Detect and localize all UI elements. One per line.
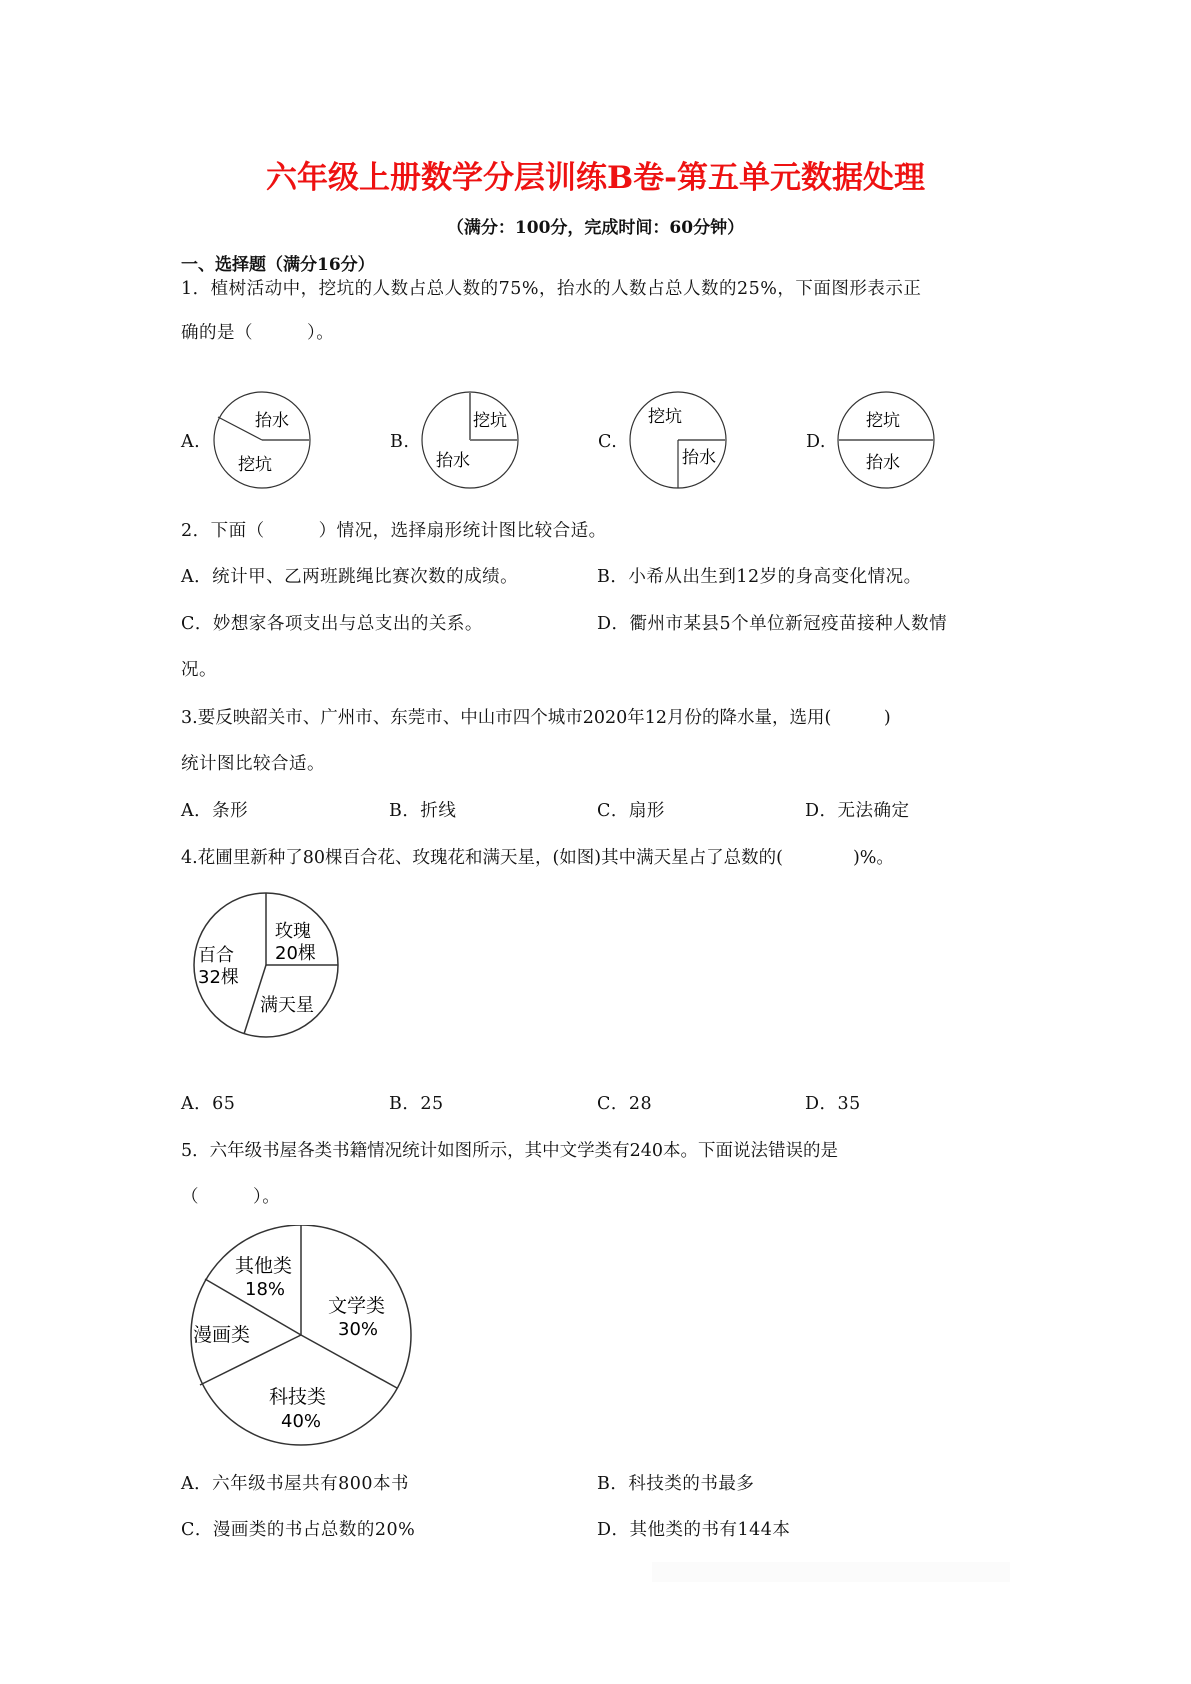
q1-option-a-pie (210, 390, 314, 490)
q1-option-c-pie (626, 390, 730, 490)
section-heading: 一、选择题（满分16分） (181, 255, 375, 275)
question-2-line-1: 2．下面（ ）情况，选择扇形统计图比较合适。 (181, 521, 607, 541)
q4-option-b: B．25 (389, 1094, 444, 1114)
q5-other-label: 其他类 (235, 1255, 293, 1277)
question-1-line-1: 1．植树活动中，挖坑的人数占总人数的75%，抬水的人数占总人数的25%，下面图形表示正 (181, 279, 922, 299)
q4-option-a: A．65 (181, 1094, 236, 1114)
q1-option-a-label: A. (181, 432, 201, 452)
question-3-line-1: 3.要反映韶关市、广州市、东莞市、中山市四个城市2020年12月份的降水量，选用( ) (181, 708, 891, 728)
q5-sci-label: 科技类 (269, 1386, 327, 1408)
question-5-line-1: 5．六年级书屋各类书籍情况统计如图所示，其中文学类有240本。下面说法错误的是 (181, 1141, 839, 1161)
q2-option-c: C．妙想家各项支出与总支出的关系。 (181, 614, 483, 634)
q1-c-slice-2: 抬水 (682, 448, 716, 468)
q5-comic-label: 漫画类 (193, 1324, 251, 1346)
q1-option-b-pie (418, 390, 522, 490)
q1-d-slice-2: 抬水 (866, 453, 900, 473)
question-4-line-1: 4.花圃里新种了80棵百合花、玫瑰花和满天星，(如图)其中满天星占了总数的( )%。 (181, 848, 894, 868)
q1-a-slice-2: 挖坑 (238, 455, 272, 475)
q1-b-slice-2: 抬水 (436, 451, 470, 471)
q5-option-a: A．六年级书屋共有800本书 (181, 1474, 410, 1494)
q4-lily-count: 32棵 (198, 967, 239, 988)
q5-other-pct: 18% (245, 1279, 286, 1300)
q2-option-d-continuation: 况。 (181, 660, 217, 680)
q2-option-d: D．衢州市某县5个单位新冠疫苗接种人数情 (597, 614, 948, 634)
question-5-line-2: （ ）。 (181, 1187, 281, 1207)
q5-option-d: D．其他类的书有144本 (597, 1520, 791, 1540)
q2-option-a: A．统计甲、乙两班跳绳比赛次数的成绩。 (181, 567, 519, 587)
q4-option-c: C．28 (597, 1094, 653, 1114)
q2-option-b: B．小希从出生到12岁的身高变化情况。 (597, 567, 922, 587)
q1-c-slice-1: 挖坑 (648, 407, 682, 427)
q5-lit-label: 文学类 (328, 1295, 386, 1317)
q5-option-c: C．漫画类的书占总数的20% (181, 1520, 416, 1540)
q4-pie-chart (180, 885, 350, 1045)
q5-lit-pct: 30% (338, 1319, 379, 1340)
q1-option-c-label: C. (598, 432, 618, 452)
question-3-line-2: 统计图比较合适。 (181, 754, 325, 774)
q1-b-slice-1: 挖坑 (473, 411, 507, 431)
q1-option-d-label: D. (806, 432, 826, 452)
q5-pie-chart (185, 1225, 425, 1450)
q4-lily-label: 百合 (198, 945, 234, 966)
q5-sci-pct: 40% (281, 1411, 322, 1432)
q1-d-slice-1: 挖坑 (866, 411, 900, 431)
q1-option-d-pie (834, 390, 938, 490)
q1-a-slice-1: 抬水 (255, 411, 289, 431)
q5-option-b: B．科技类的书最多 (597, 1474, 755, 1494)
q4-star-label: 满天星 (260, 995, 314, 1016)
q3-option-a: A．条形 (181, 801, 249, 821)
q1-option-b-label: B. (390, 432, 410, 452)
q3-option-b: B．折线 (389, 801, 457, 821)
document-subtitle: （满分：100分，完成时间：60分钟） (446, 218, 745, 238)
document-title: 六年级上册数学分层训练B卷-第五单元数据处理 (265, 160, 926, 196)
q3-option-d: D．无法确定 (805, 801, 910, 821)
q3-option-c: C．扇形 (597, 801, 665, 821)
footer-faint-bar (652, 1562, 1010, 1582)
q4-rose-label: 玫瑰 (275, 921, 311, 942)
q4-rose-count: 20棵 (275, 943, 316, 964)
question-1-line-2: 确的是（ ）。 (181, 323, 335, 343)
q4-option-d: D．35 (805, 1094, 861, 1114)
